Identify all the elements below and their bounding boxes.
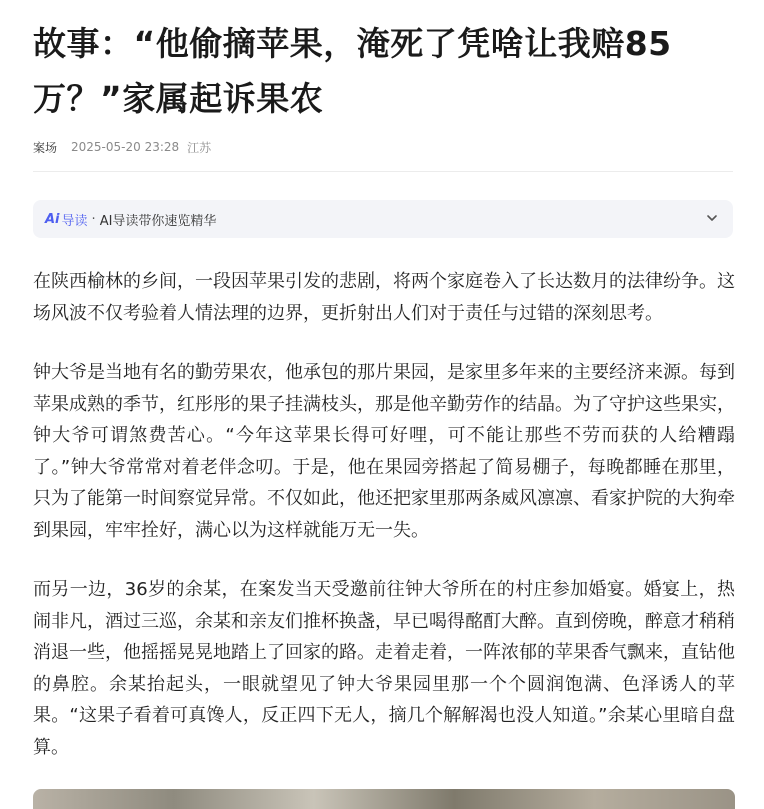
chevron-down-icon[interactable] xyxy=(705,211,719,225)
ai-guide-label: 导读 xyxy=(61,213,88,229)
header-divider xyxy=(33,171,733,172)
article-title: 故事：“他偷摘苹果，淹死了凭啥让我赔85万？”家属起诉果农 xyxy=(33,24,672,118)
article-image xyxy=(33,789,735,809)
author-name[interactable]: 案场 xyxy=(33,140,58,155)
publish-location: 江苏 xyxy=(187,140,212,155)
guide-separator: · xyxy=(91,211,96,227)
article-paragraph: 而另一边，36岁的余某，在案发当天受邀前往钟大爷所在的村庄参加婚宴。婚宴上，热闹非凡，酒过三巡，余某和亲友们推杯换盏，早已喝得酩酊大醉。直到傍晚，醉意才稍稍消退一些，他摇摇晃晃地踏上了回家的路。走着走着，一阵浓郁的苹果香气飘来，直钻他的鼻腔。余某抬起头，一眼就望见了钟大爷果园里那一个个圆润饱满、色泽诱人的苹果。“这果子看着可真馋人，反正四下无人，摘几个解解渴也没人知道。”余某心里暗自盘算。 xyxy=(33,579,735,758)
article-meta xyxy=(33,138,211,156)
article-paragraph: 钟大爷是当地有名的勤劳果农，他承包的那片果园，是家里多年来的主要经济来源。每到苹果成熟的季节，红彤彤的果子挂满枝头，那是他辛勤劳作的结晶。为了守护这些果实，钟大爷可谓煞费苦心。“今年这苹果长得可好哩，可不能让那些不劳而获的人给糟蹋了。”钟大爷常常对着老伴念叨。于是，他在果园旁搭起了简易棚子，每晚都睡在那里，只为了能第一时间察觉异常。不仅如此，他还把家里那两条威风凛凛、看家护院的大狗牵到果园，牢牢拴好，满心以为这样就能万无一失。 xyxy=(33,362,735,541)
ai-guide-text: AI导读带你速览精华 xyxy=(99,213,217,229)
ai-guide-bar[interactable] xyxy=(33,200,733,238)
ai-logo-icon: Ai xyxy=(45,211,60,227)
article-paragraph: 在陕西榆林的乡间，一段因苹果引发的悲剧，将两个家庭卷入了长达数月的法律纷争。这场风波不仅考验着人情法理的边界，更折射出人们对于责任与过错的深刻思考。 xyxy=(33,271,735,324)
article-body xyxy=(33,266,735,791)
publish-time: 2025-05-20 23:28 xyxy=(71,140,180,154)
